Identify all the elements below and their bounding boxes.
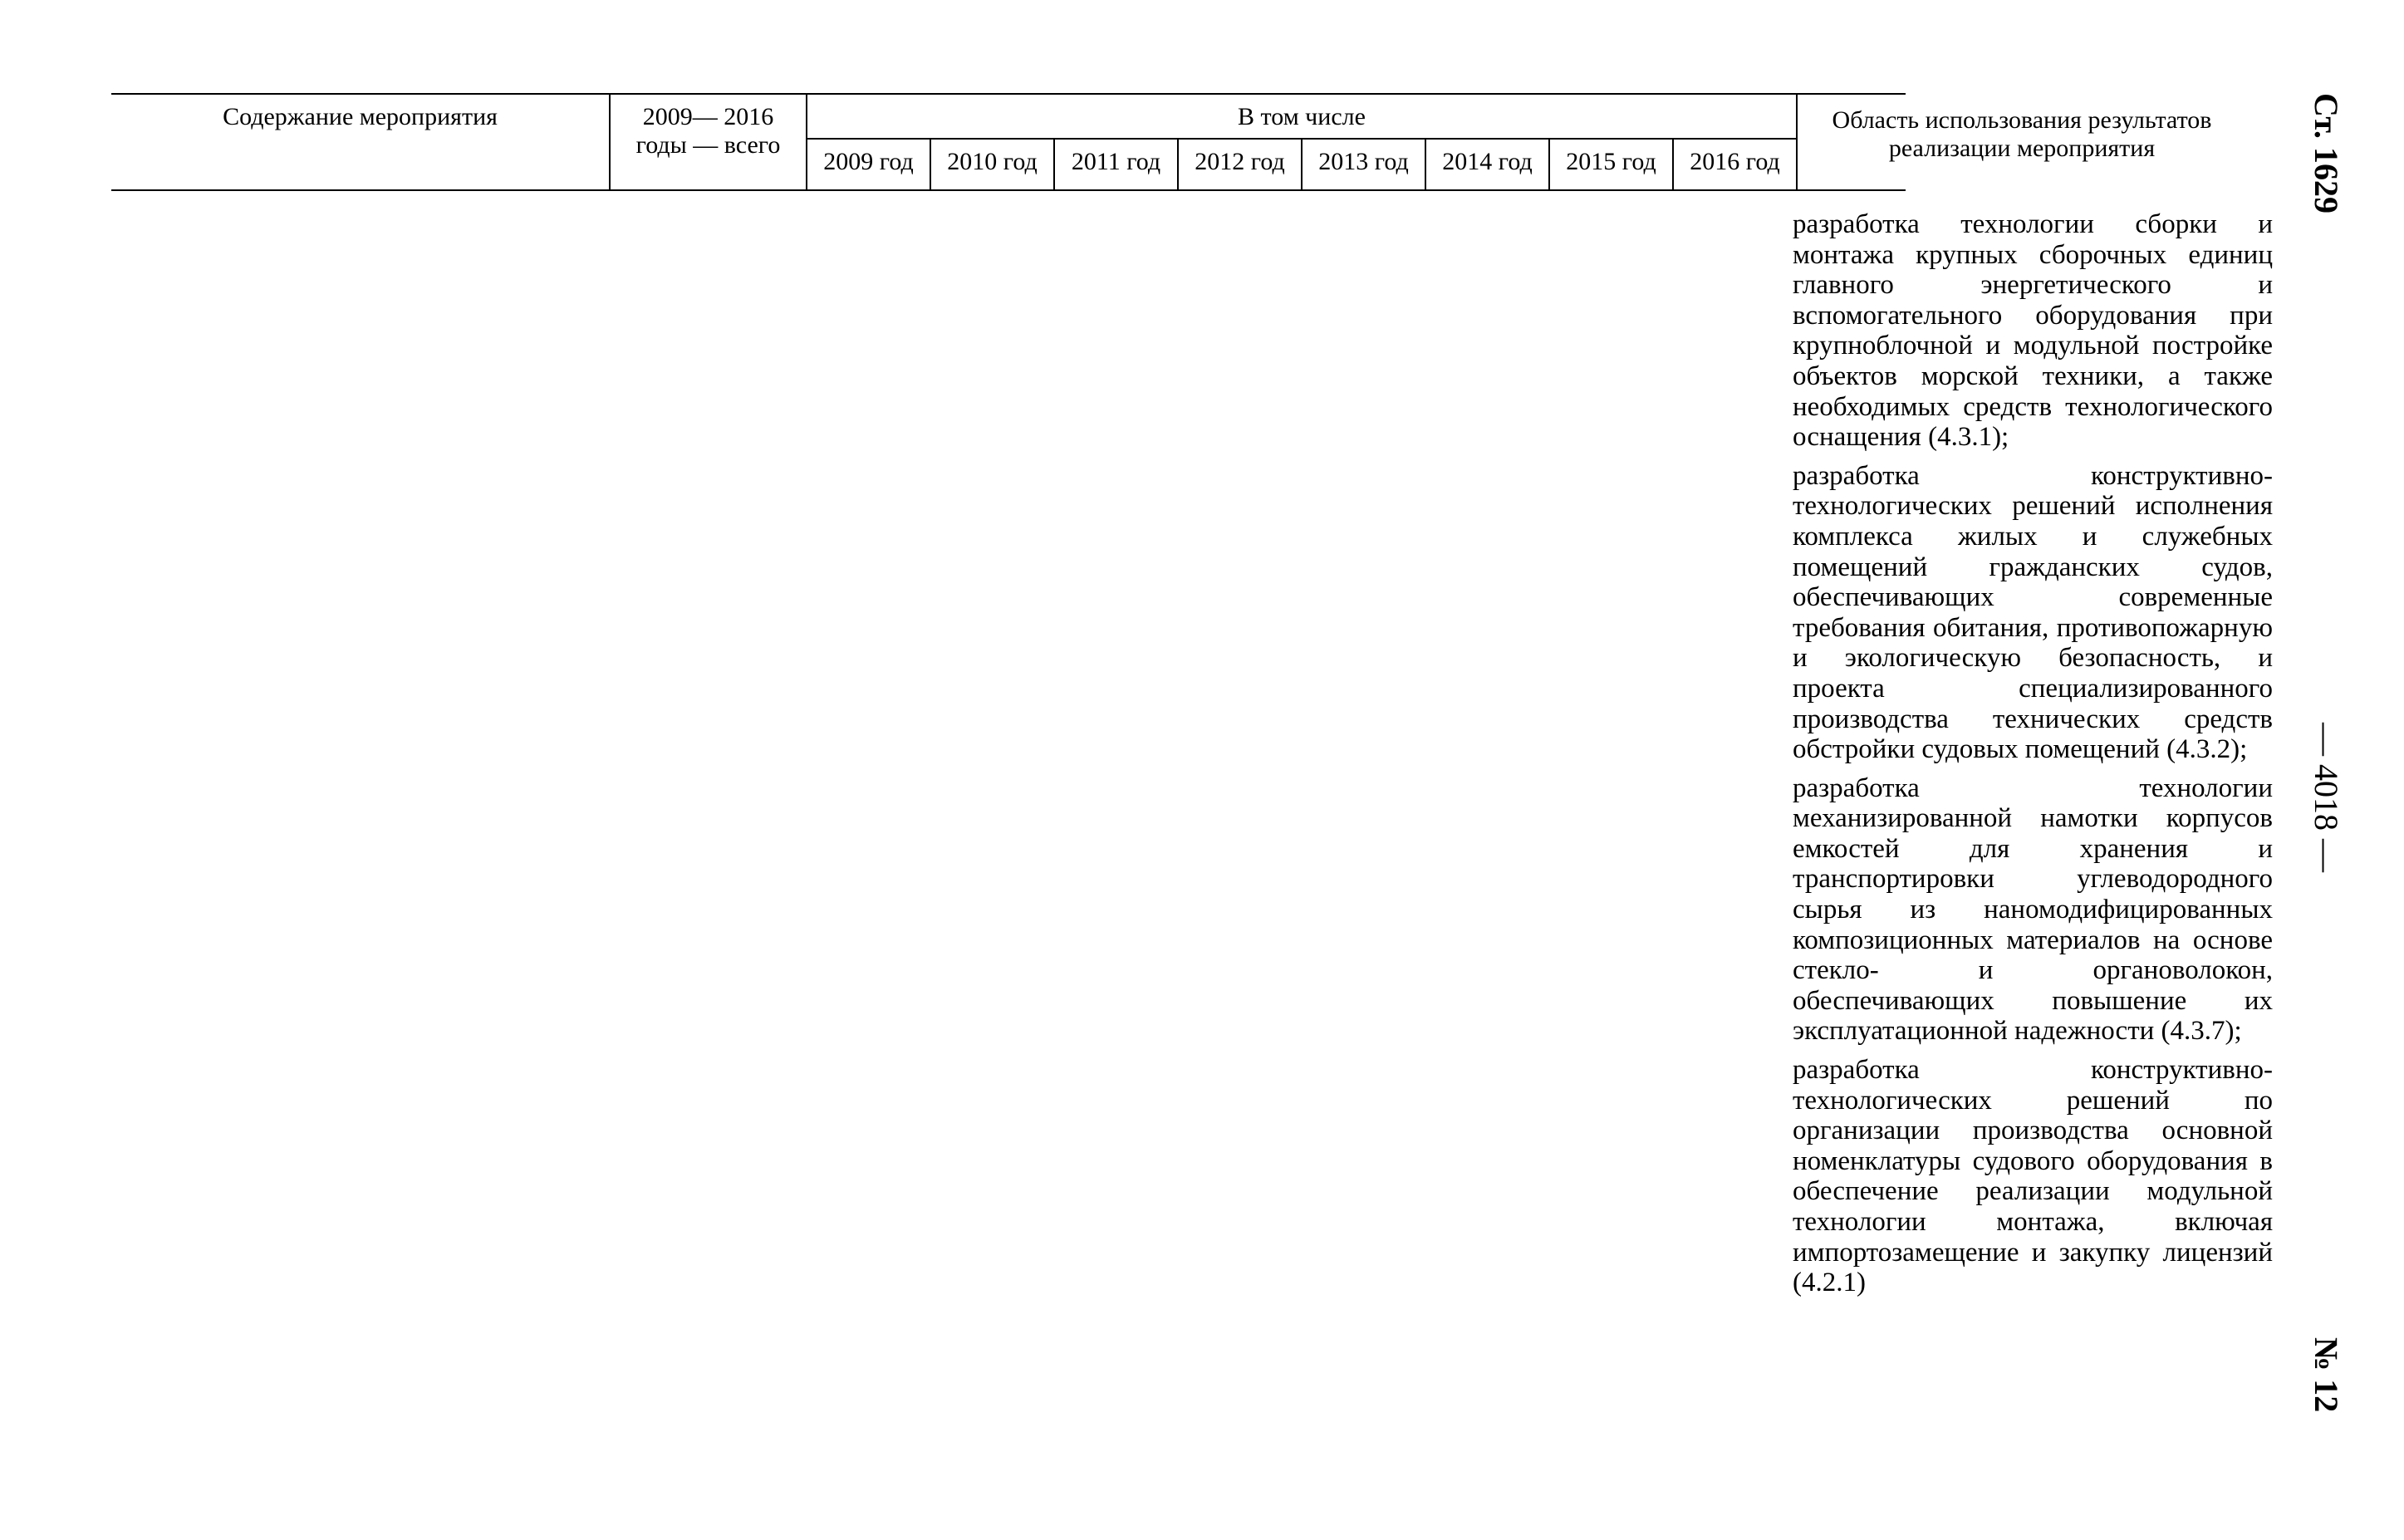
header-year: 2011 год <box>1071 148 1161 175</box>
area-item: разработка конструктивно-технологических решений исполнения комплекса жилых и служебных помещений гражданских судов, обеспечивающих современные требования обитания, противопожарную и экологическую безопасность, и проекта специализированного производства технических средств обстройки судовых помещений (4.3.2); <box>1793 460 2273 765</box>
area-of-use-column <box>1793 209 2273 1307</box>
area-item: разработка конструктивно-технологических решений по организации производства основной номенклатуры судового оборудования в обеспечение реализации модульной технологии монтажа, включая импортозамещение и закупку лицензий (4.2.1) <box>1793 1055 2273 1298</box>
header-content: Содержание мероприятия <box>223 103 498 130</box>
area-item: разработка технологии сборки и монтажа крупных сборочных единиц главного энергетического и вспомогательного оборудования при крупноблочной и модульной постройке объектов морской техники, а также необходимых средств технологического оснащения (4.3.1); <box>1793 209 2273 453</box>
header-year: 2013 год <box>1318 148 1409 175</box>
page-number: — 4018 — <box>2308 723 2345 872</box>
header-including: В том числе <box>1238 103 1366 130</box>
header-year: 2016 год <box>1690 148 1780 175</box>
header-area: Область использования результатов реализации мероприятия <box>1832 106 2212 162</box>
header-year: 2015 год <box>1566 148 1656 175</box>
header-year: 2014 год <box>1442 148 1533 175</box>
area-item: разработка технологии механизированной намотки корпусов емкостей для хранения и транспортировки углеводородного сырья из наномодифицированных композиционных материалов на основе стекло- и органоволокон, обеспечивающих повышение их эксплуатационной надежности (4.3.7); <box>1793 772 2273 1047</box>
issue-number: № 12 <box>2308 1337 2345 1413</box>
header-year: 2012 год <box>1195 148 1285 175</box>
header-year: 2009 год <box>823 148 914 175</box>
article-number: Ст. 1629 <box>2308 93 2345 213</box>
header-total: 2009— 2016 годы — всего <box>635 103 781 159</box>
header-year: 2010 год <box>947 148 1038 175</box>
table-header <box>111 93 2212 191</box>
